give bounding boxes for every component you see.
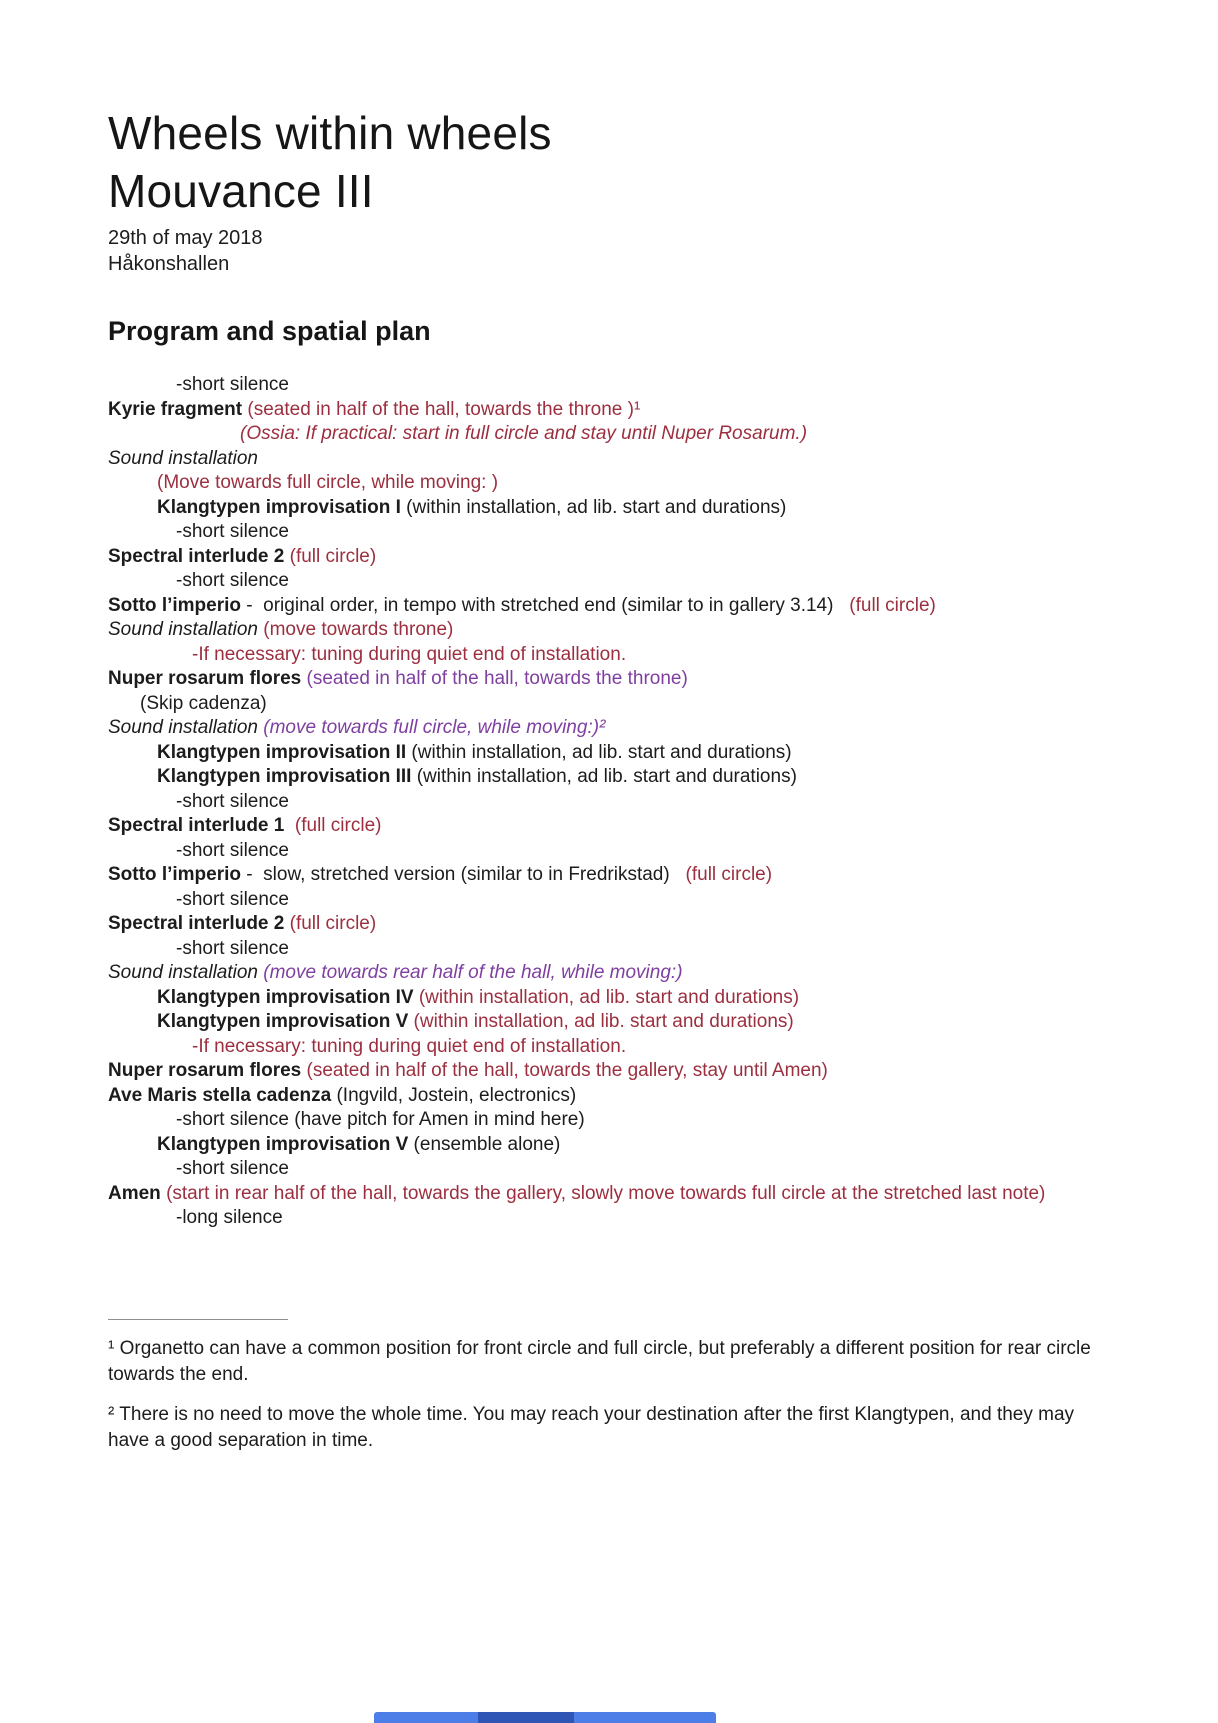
- program-line: [108, 496, 1112, 521]
- footnote-text: Organetto can have a common position for front circle and full circle, but preferably a different position for rear circle towards the end.: [108, 1337, 1097, 1385]
- program-line: [108, 569, 1112, 594]
- footnote: [108, 1402, 1112, 1454]
- program-segment: -short silence: [176, 521, 289, 542]
- date-line: 29th of may 2018: [108, 227, 263, 249]
- program-line: [108, 1206, 1112, 1231]
- program-line: [108, 373, 1112, 398]
- program-segment: (ensemble alone): [408, 1133, 561, 1155]
- program-segment: [284, 815, 295, 836]
- program-segment: (full circle): [289, 545, 377, 567]
- program-segment: - original order, in tempo with stretched end (similar to in gallery 3.14): [241, 594, 850, 616]
- program-segment: Kyrie fragment: [108, 398, 243, 420]
- footnote: [108, 1336, 1112, 1388]
- footnotes: [108, 1336, 1112, 1454]
- program-segment: (Skip cadenza): [140, 692, 267, 714]
- program-line: [108, 741, 1112, 766]
- program-list: [108, 373, 1112, 1231]
- program-line: [108, 790, 1112, 815]
- program-segment: (full circle): [685, 864, 773, 885]
- program-line: [108, 618, 1112, 643]
- program-line: [108, 471, 1112, 496]
- program-segment: (Move towards full circle, while moving: ): [157, 472, 499, 493]
- program-segment: (within installation, ad lib. start and durations): [400, 496, 787, 518]
- program-line: [108, 1010, 1112, 1035]
- program-line: [108, 716, 1112, 741]
- program-segment: -short silence: [176, 374, 289, 395]
- program-segment: (move towards full circle, while moving:)²: [263, 717, 606, 738]
- program-line: [108, 1035, 1112, 1060]
- program-segment: Spectral interlude 1: [108, 815, 285, 836]
- section-heading: Program and spatial plan: [108, 316, 431, 346]
- program-segment: (seated in half of the hall, towards the gallery, stay until Amen): [306, 1060, 828, 1081]
- program-line: [108, 863, 1112, 888]
- program-segment: Klangtypen improvisation V: [157, 1133, 409, 1155]
- program-segment: Spectral interlude 2: [108, 913, 285, 934]
- program-segment: (within installation, ad lib. start and durations): [418, 986, 800, 1008]
- footnote-separator: [108, 1319, 288, 1320]
- program-segment: (Ingvild, Jostein, electronics): [331, 1084, 577, 1106]
- program-segment: - slow, stretched version (similar to in Fredrikstad): [241, 864, 686, 885]
- program-segment: Klangtypen improvisation III: [157, 766, 412, 787]
- program-segment: (full circle): [849, 594, 936, 616]
- program-line: [108, 1084, 1112, 1109]
- program-segment: (move towards rear half of the hall, while moving:): [263, 962, 683, 983]
- program-line: [108, 643, 1112, 668]
- program-segment: (move towards throne): [263, 619, 454, 640]
- program-segment: -short silence: [176, 839, 289, 861]
- program-segment: (seated in half of the hall, towards the throne): [306, 668, 688, 689]
- title-line-2: Mouvance III: [108, 165, 374, 217]
- program-line: [108, 765, 1112, 790]
- program-segment: (within installation, ad lib. start and durations): [413, 1011, 794, 1032]
- program-line: [108, 839, 1112, 864]
- footnote-text: There is no need to move the whole time. You may reach your destination after the first Klangtypen, and they may have a good separation in time.: [108, 1403, 1080, 1451]
- program-segment: (Ossia: If practical: start in full circle and stay until Nuper Rosarum.): [240, 423, 808, 444]
- footnote-marker: ²: [108, 1403, 120, 1425]
- program-line: [108, 961, 1112, 986]
- program-segment: -short silence: [176, 888, 289, 910]
- program-segment: Sound installation: [108, 447, 258, 469]
- program-line: [108, 912, 1112, 937]
- program-segment: (within installation, ad lib. start and durations): [411, 766, 797, 787]
- bottom-blue-bar: [374, 1712, 716, 1723]
- program-line: [108, 398, 1112, 423]
- program-segment: Sound installation: [108, 619, 264, 640]
- program-segment: Ave Maris stella cadenza: [108, 1084, 332, 1106]
- program-segment: Sound installation: [108, 962, 264, 983]
- program-segment: -If necessary: tuning during quiet end of installation.: [192, 1035, 627, 1057]
- program-segment: Sotto l’imperio: [108, 594, 241, 616]
- program-segment: Klangtypen improvisation V: [157, 1011, 409, 1032]
- program-segment: (full circle): [289, 913, 377, 934]
- program-segment: -If necessary: tuning during quiet end of installation.: [192, 643, 627, 665]
- program-segment: Spectral interlude 2: [108, 545, 285, 567]
- program-segment: -short silence: [176, 570, 289, 591]
- program-segment: (within installation, ad lib. start and durations): [406, 741, 792, 763]
- program-line: [108, 1182, 1112, 1207]
- program-line: [108, 1059, 1112, 1084]
- program-line: [108, 986, 1112, 1011]
- program-segment: Klangtypen improvisation I: [157, 496, 401, 518]
- program-segment: -short silence: [176, 790, 289, 812]
- title-line-1: Wheels within wheels: [108, 107, 552, 159]
- program-segment: -short silence (have pitch for Amen in mind here): [176, 1109, 585, 1130]
- program-segment: -short silence: [176, 1158, 289, 1179]
- program-segment: -short silence: [176, 937, 289, 959]
- program-segment: (seated in half of the hall, towards the throne )¹: [247, 398, 641, 420]
- program-line: [108, 692, 1112, 717]
- program-segment: Nuper rosarum flores: [108, 668, 302, 689]
- program-segment: Klangtypen improvisation IV: [157, 986, 414, 1008]
- program-segment: Klangtypen improvisation II: [157, 741, 407, 763]
- program-line: [108, 447, 1112, 472]
- program-line: [108, 1108, 1112, 1133]
- program-segment: Nuper rosarum flores: [108, 1060, 302, 1081]
- program-line: [108, 1133, 1112, 1158]
- program-segment: (full circle): [294, 815, 382, 836]
- program-line: [108, 888, 1112, 913]
- program-segment: Sound installation: [108, 717, 264, 738]
- venue-line: Håkonshallen: [108, 253, 230, 275]
- footnote-marker: ¹: [108, 1337, 120, 1359]
- program-segment: Sotto l’imperio: [108, 864, 241, 885]
- document-meta: [108, 225, 1112, 277]
- program-line: [108, 545, 1112, 570]
- program-line: [108, 1157, 1112, 1182]
- program-line: [108, 422, 1112, 447]
- bottom-blue-bar-segment: [478, 1712, 574, 1723]
- program-segment: (start in rear half of the hall, towards the gallery, slowly move towards full circle at the stretched last note): [166, 1182, 1046, 1204]
- program-segment: Amen: [108, 1182, 161, 1204]
- program-line: [108, 667, 1112, 692]
- program-segment: -long silence: [176, 1207, 283, 1228]
- program-line: [108, 594, 1112, 619]
- document-title: [108, 104, 1112, 220]
- program-line: [108, 937, 1112, 962]
- program-line: [108, 520, 1112, 545]
- program-line: [108, 814, 1112, 839]
